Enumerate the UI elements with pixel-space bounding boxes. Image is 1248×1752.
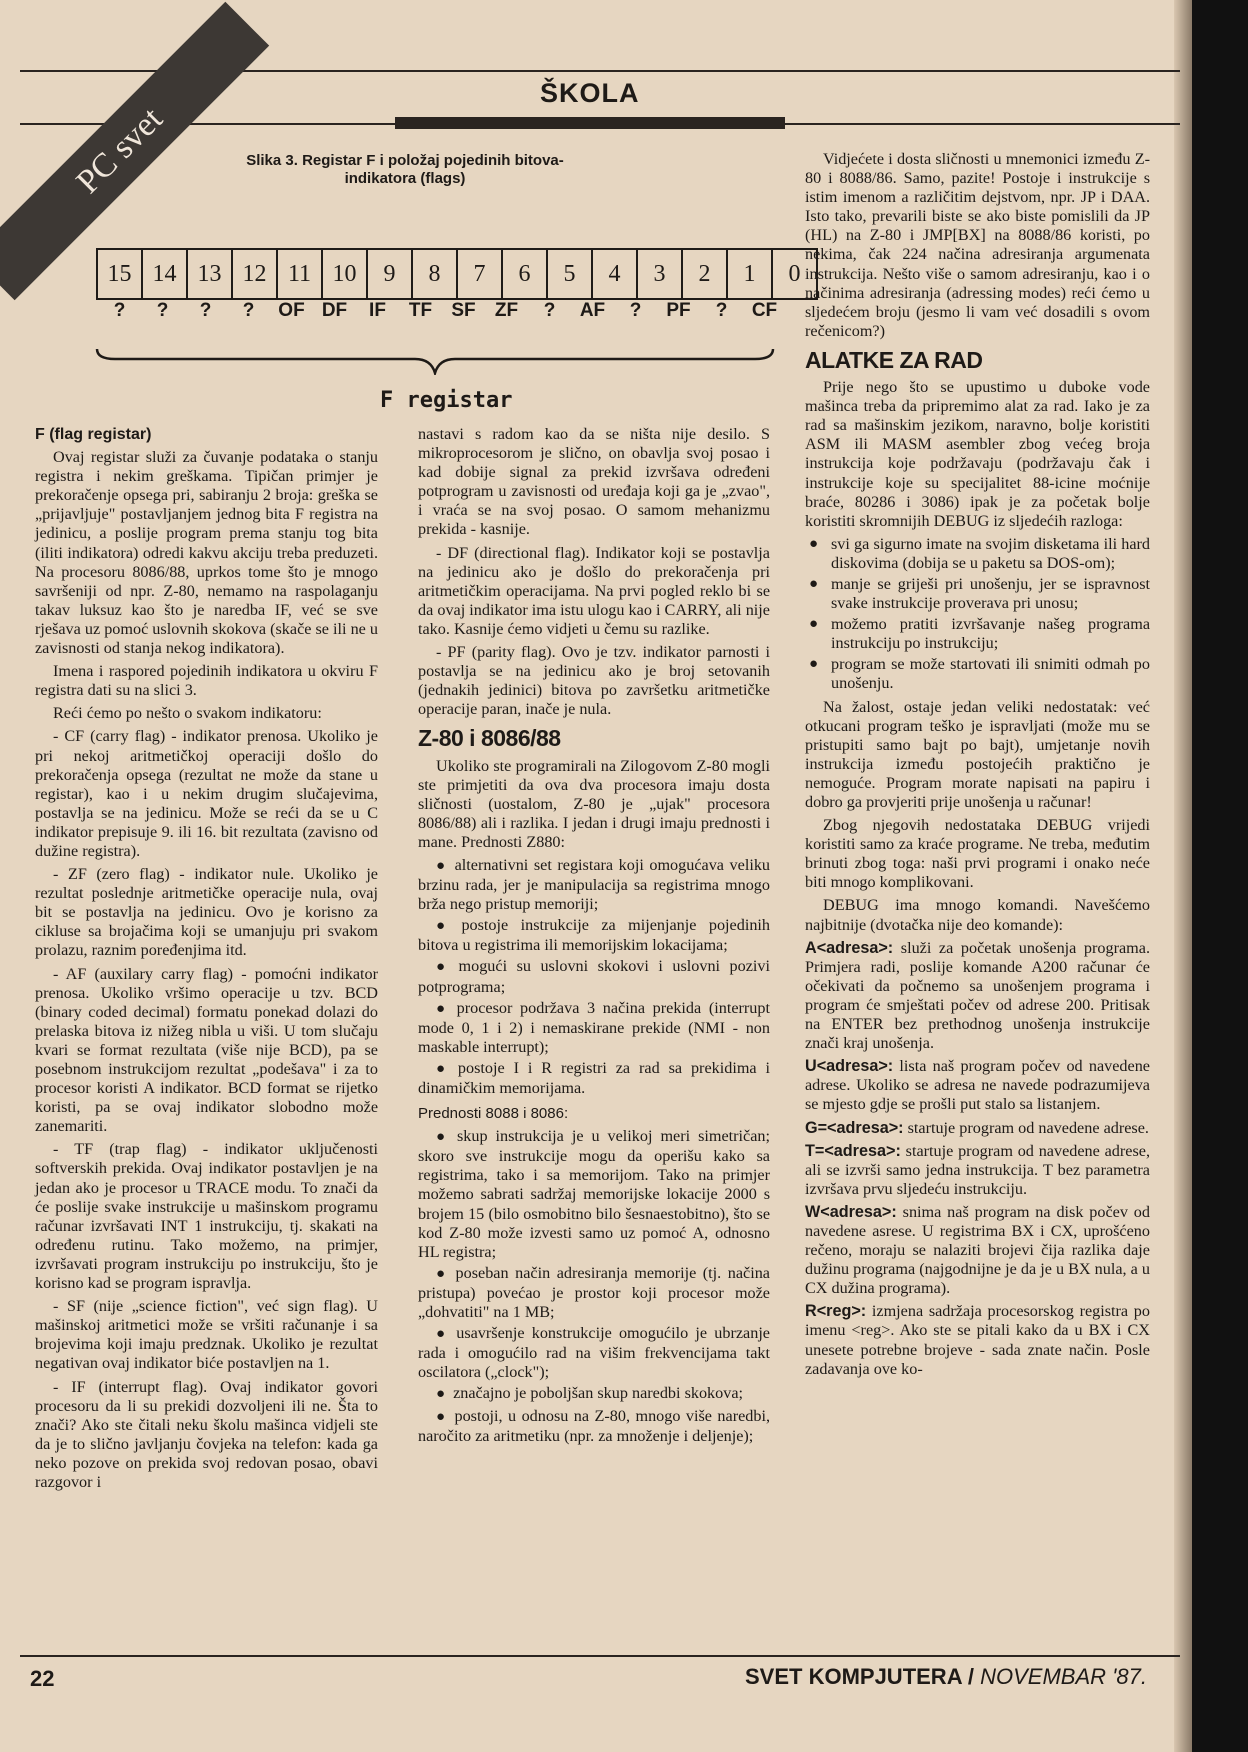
list-item: ● program se može startovati ili snimiti odmah po unošenju. bbox=[805, 655, 1150, 693]
register-bit-cell: 9 bbox=[366, 248, 413, 300]
paragraph: - TF (trap flag) - indikator uključenosti softverskih prekida. Ovaj indikator postavljen je na jedan ako je procesor u TRACE modu. To znači da će poslije svake instrukcije u mašinskom programu računar izvršavati INT 1 instrukciju, tj. skakati na određenu rutinu. Tako možemo, na primjer, izvršavati program instrukciju po instrukciju, što je korisno kad se program ispravlja. bbox=[35, 1140, 378, 1293]
scan-dark-edge bbox=[1192, 0, 1248, 1752]
register-bit-cell: 15 bbox=[96, 248, 143, 300]
paragraph: - DF (directional flag). Indikator koji se postavlja na jedinicu ako je došlo do prekoračenja pri aritmetičkim operacijama. Na prvi pogled reklo bi se da ovaj indikator ima istu ulogu kao i CARRY, ali nije tako. Kasnije ćemo vidjeti u čemu su razlike. bbox=[418, 543, 770, 638]
register-bit-cell: 4 bbox=[591, 248, 638, 300]
paragraph: - SF (nije „science fiction", već sign flag). U mašinskoj aritmetici može se vršiti računanje i sa brojevima koji imaju predznak. Ukoliko je rezultat negativan ovaj indikator biće postavljen na 1. bbox=[35, 1297, 378, 1373]
list-item: ● značajno je poboljšan skup naredbi skokova; bbox=[418, 1384, 770, 1404]
command-name: G=<adresa>: bbox=[805, 1118, 904, 1137]
register-bit-cell: 3 bbox=[636, 248, 683, 300]
brace-icon bbox=[95, 345, 775, 375]
paragraph: - IF (interrupt flag). Ovaj indikator govori procesoru da li su prekidi dozvoljeni ili ne. Šta to znači? Ako ste čitali neku školu mašinca vidjeli ste da je to slično javljanju čovjeka na telefon: kada ga neko pozove on prekida svoj redovan posao, obavi razgovor i bbox=[35, 1377, 378, 1491]
flag-label: AF bbox=[579, 300, 606, 321]
section-label: ŠKOLA bbox=[540, 78, 640, 108]
list-item: ● postoje I i R registri za rad sa prekidima i dinamičkim memorijama. bbox=[418, 1059, 770, 1098]
flag-label: ? bbox=[629, 300, 642, 321]
footer-rule bbox=[20, 1655, 1180, 1657]
debug-command bbox=[805, 1119, 1150, 1138]
command-description: startuje program od navedene adrese, ali se izvrši samo jedna instrukcija. T bez parametra izvršava prvu sljedeću instrukciju. bbox=[805, 1141, 1150, 1198]
register-bit-cell: 2 bbox=[681, 248, 728, 300]
flag-label: CF bbox=[751, 300, 778, 321]
register-bits bbox=[98, 248, 818, 300]
list-item: ● postoji, u odnosu na Z-80, mnogo više naredbi, naročito za aritmetiku (npr. za množenje i deljenje); bbox=[418, 1407, 770, 1446]
list-item: ● možemo pratiti izvršavanje našeg programa instrukciju po instrukciju; bbox=[805, 615, 1150, 653]
paragraph: nastavi s radom kao da se ništa nije desilo. S mikroprocesorom je slično, on obavlja svoj posao i kad dobije signal za prekid izvršava određeni potprogram u zavisnosti od uređaja koji ga je „zvao", i vraća se na svoj posao. O samom mehanizmu prekida - kasnije. bbox=[418, 425, 770, 539]
flag-label: OF bbox=[278, 300, 305, 321]
flag-label: ? bbox=[242, 300, 255, 321]
register-bit-cell: 6 bbox=[501, 248, 548, 300]
paragraph: - AF (auxilary carry flag) - pomoćni indikator prenosa. Ukoliko vršimo operacije u tzv. BCD (binary coded decimal) formatu ponekad dolazi do prelaska bitova iz nižeg nibla u viši. U tom slučaju kvari se format rezultata (više nije BCD), pa se posebnom instrukcijom rezultat „podešava" i za to procesor koristi A indikator. BCD format se rijetko koristi, pa se ovaj indikator slobodno može zanemariti. bbox=[35, 964, 378, 1136]
paragraph: DEBUG ima mnogo komandi. Navešćemo najbitnije (dvotačka nije deo komande): bbox=[805, 896, 1150, 934]
paragraph: Reći ćemo po nešto o svakom indikatoru: bbox=[53, 704, 322, 723]
register-bit-cell: 11 bbox=[276, 248, 323, 300]
column-2 bbox=[418, 425, 770, 1450]
column-1 bbox=[35, 425, 378, 1496]
command-name: U<adresa>: bbox=[805, 1057, 894, 1076]
flag-label: ZF bbox=[494, 300, 519, 321]
flag-label: IF bbox=[369, 300, 386, 321]
command-description: izmjena sadržaja procesorskog registra po imenu <reg>. Ako ste se pitali kako da u BX i CX unesete potrebne brojeve - sada znate način. Posle zadavanja ove ko- bbox=[805, 1302, 1150, 1378]
tools-heading: ALATKE ZA RAD bbox=[805, 346, 983, 373]
paragraph: Na žalost, ostaje jedan veliki nedostatak: već otkucani program teško je ispravljati (može mu se pristupiti samo bajt po bajt), umjetanje novih instrukcija između postojećih praktično je nemoguće. Program morate napisati na papiru i dobro ga provjeriti prije unošenja u računar! bbox=[805, 697, 1150, 811]
register-bit-cell: 1 bbox=[726, 248, 773, 300]
page-fold-shadow bbox=[1174, 0, 1192, 1752]
flag-label: ? bbox=[715, 300, 728, 321]
paragraph: Zbog njegovih nedostataka DEBUG vrijedi koristiti samo za kraće programe. Ne treba, međutim brinuti zbog toga: naši prvi programi i onako neće biti mnogo komplikovani. bbox=[805, 816, 1150, 892]
magazine-footer bbox=[745, 1664, 1147, 1690]
flag-register-heading: F (flag registar) bbox=[35, 426, 152, 443]
paragraph: - ZF (zero flag) - indikator nule. Ukoliko je rezultat poslednje aritmetičke operacije nula, ovaj bit se postavlja na jedinicu. Ovo je korisno za cikluse sa brojačima koji se umanjuju pri svakom prolazu, raznim poređenjima itd. bbox=[35, 865, 378, 960]
register-bit-cell: 5 bbox=[546, 248, 593, 300]
list-item: ● postoje instrukcije za mijenjanje pojedinih bitova u registrima ili memorijskim lokacijama; bbox=[418, 916, 770, 955]
z80-list bbox=[418, 856, 770, 1098]
command-description: startuje program od navedene adrese. bbox=[903, 1118, 1149, 1137]
register-bit-cell: 10 bbox=[321, 248, 368, 300]
magazine-name: SVET KOMPJUTERA / bbox=[745, 1664, 974, 1689]
flag-label: TF bbox=[408, 300, 433, 321]
register-bit-cell: 0 bbox=[771, 248, 818, 300]
command-description: služi za početak unošenja programa. Primjera radi, poslije komande A200 računar će očekivati da počnemo sa unošenjem programa i program će smještati počev od adrese 200. Pritisak na ENTER bez prethodnog unošenja instrukcije znači kraj unošenja. bbox=[805, 938, 1150, 1053]
figure-title: F registar bbox=[380, 388, 513, 413]
register-bit-cell: 14 bbox=[141, 248, 188, 300]
list-item: ● alternativni set registara koji omogućava veliku brzinu rada, jer je manipulacija sa registrima mnogo brža nego pristup memoriji; bbox=[418, 856, 770, 914]
command-name: A<adresa>: bbox=[805, 938, 894, 957]
command-description: snima naš program na disk počev od navedene asrese. U registrima BX i CX, uprošćeno rečeno, moraju se nalaziti brojevi čija razlika daje dužinu programa (najgodnijne je da je u BX nula, a u CX dužina programa). bbox=[805, 1202, 1150, 1298]
list-item: ● svi ga sigurno imate na svojim disketama ili hard diskovima (dobija se u paketu sa DOS-om); bbox=[805, 535, 1150, 573]
register-flags bbox=[98, 300, 786, 322]
paragraph: - PF (parity flag). Ovo je tzv. indikator parnosti i postavlja se na jedinicu ako je broj setovanih (jednakih jedinici) bitova po završetku aritmetičke operacije paran, inače je nula. bbox=[418, 643, 770, 719]
list-item: ● usavršenje konstrukcije omogućilo je ubrzanje rada i omogućilo rad na višim frekvencijama takt oscilatora („clock"); bbox=[418, 1324, 770, 1382]
issue-date: NOVEMBAR '87. bbox=[980, 1664, 1147, 1689]
register-bit-cell: 7 bbox=[456, 248, 503, 300]
flag-label: ? bbox=[199, 300, 212, 321]
flag-label: ? bbox=[113, 300, 126, 321]
figure-caption: Slika 3. Registar F i položaj pojedinih bitova-indikatora (flags) bbox=[246, 152, 564, 187]
list-item: ● skup instrukcija je u velikoj meri simetričan; skoro sve instrukcije mogu da operišu kako sa registrima, tako i sa memorijom. Tako na primjer možemo sabrati sadržaj memorijske lokacije 2000 s brojem 15 (bilo osmobitno bilo šesnaestobitno), što se kod Z-80 može izvesti samo uz pomoć A, odnosno HL registra; bbox=[418, 1127, 770, 1262]
debug-command bbox=[805, 1057, 1150, 1114]
flag-label: PF bbox=[666, 300, 691, 321]
paragraph: Imena i raspored pojedinih indikatora u okviru F registra dati su na slici 3. bbox=[35, 662, 378, 700]
paragraph: Vidjećete i dosta sličnosti u mnemonici između Z-80 i 8088/86. Samo, pazite! Postoje i instrukcije s istim imenom a različitim dejstvom, npr. JP i DAA. Isto tako, prevarili biste se ako biste pomislili da JP (HL) na Z-80 i JMP[BX] na 8088/86 koristi, po nekima, čak 224 načina adresiranja argumenata instrukcija. Nešto više o samom adresiranju, kao i o načinima adresiranja (adressing modes) reći ćemo u sljedećem broju (jesmo li vam već dosadili s ovom rečenicom?) bbox=[805, 150, 1150, 340]
register-bit-cell: 12 bbox=[231, 248, 278, 300]
debug-command bbox=[805, 1203, 1150, 1298]
list-item: ● manje se griješi pri unošenju, jer se ispravnost svake instrukcije proverava pri unosu; bbox=[805, 575, 1150, 613]
x86-subheading: Prednosti 8088 i 8086: bbox=[418, 1105, 569, 1123]
flag-label: DF bbox=[321, 300, 348, 321]
z80-heading: Z-80 i 8086/88 bbox=[418, 725, 561, 752]
pc-svet-banner: PC svet bbox=[0, 2, 269, 300]
command-name: W<adresa>: bbox=[805, 1202, 897, 1221]
paragraph: Ovaj registar služi za čuvanje podataka o stanju registra i nekim greškama. Tipičan primjer je prekoračenje opsega pri, sabiranju 2 broja: greška se „prijavljuje" postavljanjem jednog bita F registra na jedinicu, a poslije program prema stanju tog bita (iliti indikatora) odredi kakvu akciju treba preduzeti. Na procesoru 8086/88, uprkos tome što je mnogo savršeniji od npr. Z-80, nemamo na raspolaganju takav luksuz kao što je naredba IF, već se sve rješava uz pomoć uslovnih skokova (skače se ili ne u zavisnosti od stanja nekog indikatora). bbox=[35, 448, 378, 658]
command-name: R<reg>: bbox=[805, 1302, 867, 1321]
register-bit-cell: 13 bbox=[186, 248, 233, 300]
register-bit-cell: 8 bbox=[411, 248, 458, 300]
list-item: ● poseban način adresiranja memorije (tj. načina pristupa) povećao je prostor koji procesor može „dohvatiti" na 1 MB; bbox=[418, 1264, 770, 1322]
debug-command bbox=[805, 1302, 1150, 1378]
header-rule-2 bbox=[20, 123, 1180, 125]
list-item: ● procesor podržava 3 načina prekida (interrupt mode 0, 1 i 2) i nemaskirane prekide (NMI - non maskable interrupt); bbox=[418, 999, 770, 1057]
debug-reasons-list bbox=[805, 535, 1150, 694]
paragraph: - CF (carry flag) - indikator prenosa. Ukoliko je pri nekoj aritmetičkoj operaciji došlo do prekoračenja opsega (rezultat ne može da stane u registar), kao i u nekim drugim slučajevima, postavlja se na jedinicu. Može se reći da se u C indikator prepisuje 9. ili 16. bit rezultata (zavisno od dužine registra). bbox=[35, 727, 378, 860]
z80-intro: Ukoliko ste programirali na Zilogovom Z-80 mogli ste primjetiti da ova dva procesora imaju dosta sličnosti (uostalom, Z-80 je „ujak" procesora 8086/88) ali i razlika. I jedan i drugi imaju prednosti i mane. Prednosti Z880: bbox=[418, 756, 770, 851]
page-number: 22 bbox=[30, 1666, 55, 1691]
list-item: ● mogući su uslovni skokovi i uslovni pozivi potprograma; bbox=[418, 957, 770, 996]
debug-command bbox=[805, 1142, 1150, 1199]
debug-command bbox=[805, 939, 1150, 1054]
flag-label: ? bbox=[543, 300, 556, 321]
x86-list bbox=[418, 1127, 770, 1446]
command-description: lista naš program počev od navedene adrese. Ukoliko se adresa ne navede podrazumijeva se mjesto gdje se prošli put stalo sa listanjem. bbox=[805, 1057, 1150, 1114]
tools-intro: Prije nego što se upustimo u duboke vode mašinca treba da pripremimo alat za rad. Iako je za rad sa mašinskim jezikom, naravno, bolje koristiti ASM ili MASM asembler zbog većeg broja instrukcija koje podržavaju (podržavaju čak i instrukcije koje su specijalitet 88-icine moćnije braće, 80286 i 3086) ipak je za početak bolje koristiti skromnijih DEBUG iz sljedećih razloga: bbox=[805, 378, 1150, 530]
column-3 bbox=[805, 150, 1150, 1383]
flag-label: SF bbox=[451, 300, 476, 321]
flag-label: ? bbox=[156, 300, 169, 321]
command-name: T=<adresa>: bbox=[805, 1141, 901, 1160]
